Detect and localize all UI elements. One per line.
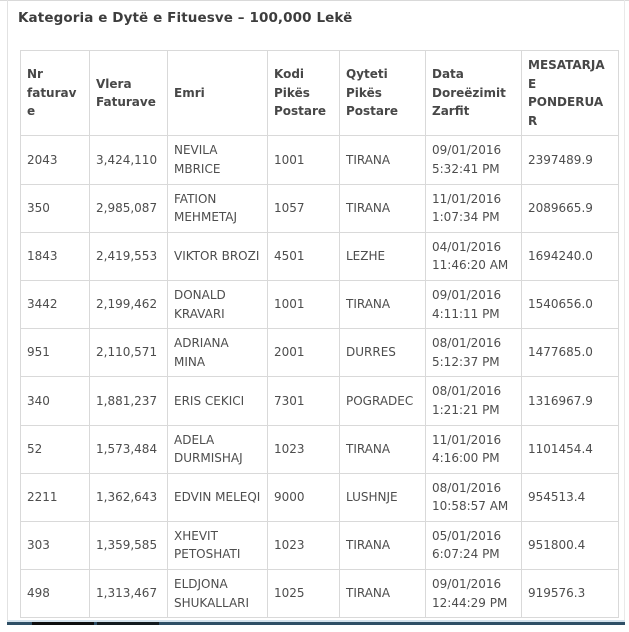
column-header-kodi-pikes-postare: Kodi Pikës Postare — [268, 51, 340, 136]
page-right-border — [624, 0, 625, 620]
next-table-dark-segment — [32, 622, 94, 625]
cell-data-dorezimit-zarfit: 08/01/2016 5:12:37 PM — [426, 329, 522, 377]
cell-kodi-pikes-postare: 7301 — [268, 377, 340, 425]
cell-vlera-faturave: 2,419,553 — [90, 232, 168, 280]
cell-qyteti-pikes-postare: DURRES — [340, 329, 426, 377]
cell-kodi-pikes-postare: 4501 — [268, 232, 340, 280]
cell-nr-faturave: 3442 — [21, 280, 90, 328]
cell-vlera-faturave: 1,881,237 — [90, 377, 168, 425]
cell-data-dorezimit-zarfit: 08/01/2016 1:21:21 PM — [426, 377, 522, 425]
cell-vlera-faturave: 1,362,643 — [90, 473, 168, 521]
cell-mesatarja-e-ponderuar: 1101454.4 — [522, 425, 619, 473]
cell-nr-faturave: 340 — [21, 377, 90, 425]
cell-kodi-pikes-postare: 1023 — [268, 425, 340, 473]
table-row — [21, 280, 619, 328]
table-row — [21, 232, 619, 280]
cell-qyteti-pikes-postare: POGRADEC — [340, 377, 426, 425]
cell-emri: ADRIANA MINA — [168, 329, 268, 377]
cell-qyteti-pikes-postare: TIRANA — [340, 570, 426, 618]
cell-kodi-pikes-postare: 1001 — [268, 136, 340, 184]
cell-nr-faturave: 1843 — [21, 232, 90, 280]
cell-nr-faturave: 303 — [21, 521, 90, 569]
cell-nr-faturave: 350 — [21, 184, 90, 232]
next-table-dark-segment — [97, 622, 159, 625]
column-header-qyteti-pikes-postare: Qyteti Pikës Postare — [340, 51, 426, 136]
cell-mesatarja-e-ponderuar: 954513.4 — [522, 473, 619, 521]
cell-qyteti-pikes-postare: TIRANA — [340, 280, 426, 328]
table-row — [21, 136, 619, 184]
cell-vlera-faturave: 3,424,110 — [90, 136, 168, 184]
cell-vlera-faturave: 1,573,484 — [90, 425, 168, 473]
cell-kodi-pikes-postare: 1057 — [268, 184, 340, 232]
cell-kodi-pikes-postare: 1001 — [268, 280, 340, 328]
cell-data-dorezimit-zarfit: 08/01/2016 10:58:57 AM — [426, 473, 522, 521]
cell-kodi-pikes-postare: 1025 — [268, 570, 340, 618]
cell-mesatarja-e-ponderuar: 1316967.9 — [522, 377, 619, 425]
table-row — [21, 425, 619, 473]
cell-kodi-pikes-postare: 9000 — [268, 473, 340, 521]
cell-mesatarja-e-ponderuar: 2397489.9 — [522, 136, 619, 184]
cell-nr-faturave: 498 — [21, 570, 90, 618]
cell-vlera-faturave: 2,199,462 — [90, 280, 168, 328]
table-row — [21, 521, 619, 569]
cell-emri: DONALD KRAVARI — [168, 280, 268, 328]
cell-mesatarja-e-ponderuar: 1694240.0 — [522, 232, 619, 280]
cell-mesatarja-e-ponderuar: 2089665.9 — [522, 184, 619, 232]
table-row — [21, 184, 619, 232]
cell-data-dorezimit-zarfit: 09/01/2016 5:32:41 PM — [426, 136, 522, 184]
cell-qyteti-pikes-postare: LUSHNJE — [340, 473, 426, 521]
cell-emri: XHEVIT PETOSHATI — [168, 521, 268, 569]
column-header-nr-faturave: Nr faturave — [21, 51, 90, 136]
cell-vlera-faturave: 1,359,585 — [90, 521, 168, 569]
cell-mesatarja-e-ponderuar: 1540656.0 — [522, 280, 619, 328]
cell-vlera-faturave: 1,313,467 — [90, 570, 168, 618]
cell-data-dorezimit-zarfit: 05/01/2016 6:07:24 PM — [426, 521, 522, 569]
table-header-row — [21, 51, 619, 136]
cell-nr-faturave: 951 — [21, 329, 90, 377]
table-header — [21, 51, 619, 136]
cell-nr-faturave: 2043 — [21, 136, 90, 184]
cell-nr-faturave: 52 — [21, 425, 90, 473]
column-header-data-dorezimit-zarfit: Data Doreëzimit Zarfit — [426, 51, 522, 136]
cell-emri: EDVIN MELEQI — [168, 473, 268, 521]
cell-data-dorezimit-zarfit: 11/01/2016 4:16:00 PM — [426, 425, 522, 473]
cell-mesatarja-e-ponderuar: 919576.3 — [522, 570, 619, 618]
content-area — [8, 1, 624, 618]
cell-qyteti-pikes-postare: TIRANA — [340, 136, 426, 184]
table-row — [21, 570, 619, 618]
cell-qyteti-pikes-postare: LEZHE — [340, 232, 426, 280]
cell-emri: ADELA DURMISHAJ — [168, 425, 268, 473]
cell-emri: VIKTOR BROZI — [168, 232, 268, 280]
winners-table — [20, 50, 619, 618]
cell-emri: NEVILA MBRICE — [168, 136, 268, 184]
table-body — [21, 136, 619, 618]
column-header-mesatarja-e-ponderuar: MESATARJA E PONDERUAR — [522, 51, 619, 136]
cell-mesatarja-e-ponderuar: 1477685.0 — [522, 329, 619, 377]
cell-nr-faturave: 2211 — [21, 473, 90, 521]
page-title: Kategoria e Dytë e Fituesve – 100,000 Lekë — [18, 10, 353, 26]
cell-qyteti-pikes-postare: TIRANA — [340, 521, 426, 569]
cell-data-dorezimit-zarfit: 09/01/2016 12:44:29 PM — [426, 570, 522, 618]
column-header-emri: Emri — [168, 51, 268, 136]
cell-qyteti-pikes-postare: TIRANA — [340, 425, 426, 473]
cell-kodi-pikes-postare: 1023 — [268, 521, 340, 569]
table-row — [21, 377, 619, 425]
cell-emri: FATION MEHMETAJ — [168, 184, 268, 232]
cell-data-dorezimit-zarfit: 09/01/2016 4:11:11 PM — [426, 280, 522, 328]
cell-qyteti-pikes-postare: TIRANA — [340, 184, 426, 232]
cell-vlera-faturave: 2,110,571 — [90, 329, 168, 377]
cell-vlera-faturave: 2,985,087 — [90, 184, 168, 232]
next-table-top-edge — [7, 620, 625, 627]
table-row — [21, 329, 619, 377]
table-row — [21, 473, 619, 521]
cell-data-dorezimit-zarfit: 04/01/2016 11:46:20 AM — [426, 232, 522, 280]
cell-emri: ELDJONA SHUKALLARI — [168, 570, 268, 618]
cell-mesatarja-e-ponderuar: 951800.4 — [522, 521, 619, 569]
cell-data-dorezimit-zarfit: 11/01/2016 1:07:34 PM — [426, 184, 522, 232]
cell-emri: ERIS CEKICI — [168, 377, 268, 425]
cell-kodi-pikes-postare: 2001 — [268, 329, 340, 377]
column-header-vlera-faturave: Vlera Faturave — [90, 51, 168, 136]
